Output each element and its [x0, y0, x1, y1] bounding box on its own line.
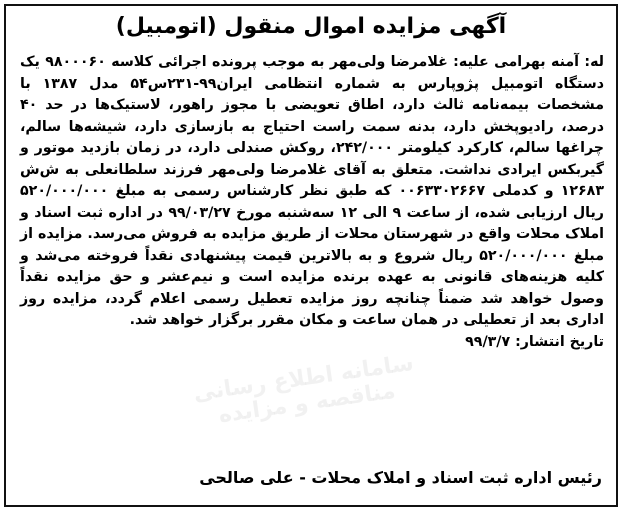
notice-frame	[4, 4, 618, 507]
signature-line: رئیس اداره ثبت اسناد و املاک محلات - علی صالحی	[199, 468, 602, 487]
notice-title: آگهی مزایده اموال منقول (اتومبیل)	[115, 14, 507, 39]
watermark: سامانه اطلاع رسانی مناقصه و مزایده	[192, 350, 416, 429]
notice-body-paragraph: له: آمنه بهرامی علیه: غلامرضا ولی‌مهر به موجب پرونده اجرائی کلاسه ۹۸۰۰۰۶۰ یک دستگاه اتومبیل پژوپارس به شماره انتظامی ایران۹۹-۲۳۱س۵۴ مدل ۱۳۸۷ با مشخصات بیمه‌نامه ثالث دارد، اطاق تعویضی با مجوز راهور، لاستیک‌ها در حد ۴۰ درصد، رادیوپخش دارد، بدنه سمت راست احتیاج به بازسازی دارد، شیشه‌ها سالم، چراغها سالم، کارکرد کیلومتر ۲۴۲/۰۰۰، روکش صندلی دارد، در زمان بازدید موتور و گیربکس ایرادی نداشت. متعلق به آقای غلامرضا ولی‌مهر فرزند سلطانعلی به ش‌ش ۱۲۶۸۳ و کدملی ۰۰۶۳۳۰۲۶۶۷ که طبق نظر کارشناس رسمی به مبلغ ۵۲۰/۰۰۰/۰۰۰ ریال ارزیابی شده، از ساعت ۹ الی ۱۲ سه‌شنبه مورخ ۹۹/۰۳/۲۷ در اداره ثبت اسناد و املاک محلات واقع در شهرستان محلات از طریق مزایده به فروش می‌رسد. مزایده از مبلغ ۵۲۰/۰۰۰/۰۰۰ ریال شروع و به بالاترین قیمت پیشنهادی نقداً فروخته می‌شد و کلیه هزینه‌های قانونی به عهده برنده مزایده است و نیم‌عشر و حق مزایده نقداً وصول خواهد شد ضمناً چنانچه روز مزایده تعطیل رسمی اعلام گردد، مزایده روز اداری بعد از تعطیلی در همان ساعت و مکان مقرر برگزار خواهد شد.	[20, 54, 604, 328]
notice-body	[20, 52, 604, 353]
publish-date: تاریخ انتشار: ۹۹/۳/۷	[465, 333, 604, 350]
